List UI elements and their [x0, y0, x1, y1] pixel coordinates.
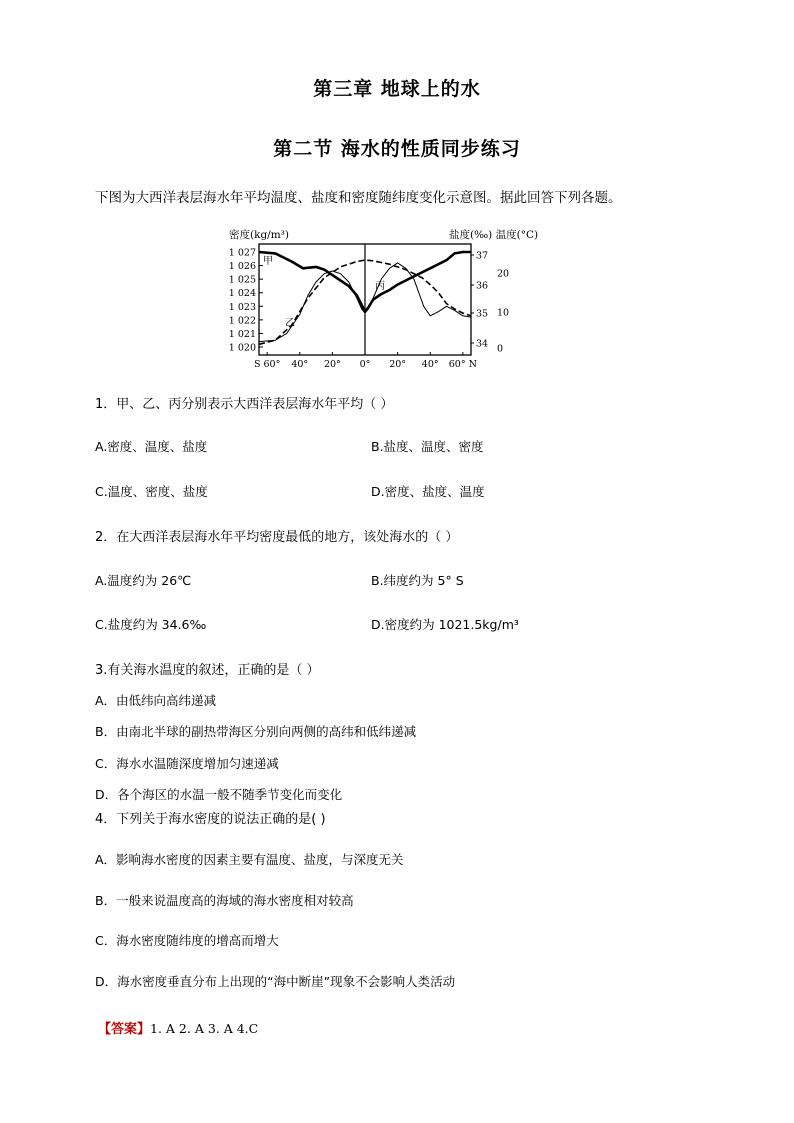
left-tick-label: 1 026: [228, 261, 256, 273]
question-2-option-c: C.盐度约为 34.6‰: [95, 617, 207, 632]
left-tick-label: 1 023: [228, 301, 256, 313]
question-4-option-d: D．海水密度垂直分布上出现的“海中断崖”现象不会影响人类活动: [95, 974, 456, 989]
x-tick-label: 20°: [323, 359, 341, 370]
answer-line: [98, 1018, 258, 1037]
left-tick-label: 1 027: [228, 247, 256, 259]
question-3-stem: 3.有关海水温度的叙述，正确的是（ ）: [95, 663, 320, 678]
question-2-option-d: D.密度约为 1021.5kg/m³: [371, 617, 519, 632]
series-label-bing: 丙: [375, 281, 385, 292]
x-tick-label: 0°: [359, 359, 371, 370]
left-tick-label: 1 022: [228, 315, 256, 327]
x-tick-label: 20°: [389, 359, 407, 370]
x-tick-label: 40°: [421, 359, 439, 370]
answer-label: 【答案】: [98, 1022, 151, 1037]
right-salinity-tick-label: 35: [476, 308, 489, 320]
right-temperature-tick-label: 20: [497, 268, 510, 280]
right-salinity-tick-label: 34: [476, 338, 489, 350]
question-4-option-a: A．影响海水密度的因素主要有温度、盐度，与深度无关: [95, 852, 404, 867]
left-axis-label: 密度(kg/m³): [229, 229, 289, 241]
right-temperature-tick-label: 10: [497, 307, 510, 319]
x-tick-label: 40°: [291, 359, 309, 370]
left-tick-label: 1 021: [228, 328, 256, 340]
left-tick-label: 1 020: [228, 342, 256, 354]
right-temperature-tick-label: 0: [497, 343, 504, 355]
question-1-option-c: C.温度、密度、盐度: [95, 484, 208, 499]
question-2-stem: 2．在大西洋表层海水年平均密度最低的地方，该处海水的（ ）: [95, 530, 459, 545]
left-tick-label: 1 025: [228, 274, 256, 286]
question-1-option-b: B.盐度、温度、密度: [371, 439, 484, 454]
left-tick-label: 1 024: [228, 288, 256, 300]
right-axis-label: 盐度(‰) 温度(°C): [449, 229, 539, 241]
question-2-option-b: B.纬度约为 5° S: [371, 573, 464, 588]
right-salinity-tick-label: 36: [476, 280, 489, 292]
latitude-chart: [215, 222, 539, 374]
question-3-option-d: D．各个海区的水温一般不随季节变化而变化: [95, 787, 343, 802]
chapter-title: 第三章 地球上的水: [313, 78, 481, 100]
question-3-option-b: B．由南北半球的副热带海区分别向两侧的高纬和低纬递减: [95, 724, 417, 739]
intro-text: 下图为大西洋表层海水年平均温度、盐度和密度随纬度变化示意图。据此回答下列各题。: [95, 190, 622, 206]
x-tick-label: 60° N: [448, 359, 477, 370]
question-1-option-d: D.密度、盐度、温度: [371, 484, 485, 499]
series-label-jia: 甲: [263, 256, 273, 267]
question-4-stem: 4．下列关于海水密度的说法正确的是( ): [95, 812, 326, 827]
x-tick-label: S 60°: [253, 359, 281, 370]
right-salinity-tick-label: 37: [476, 250, 489, 262]
question-4-option-c: C．海水密度随纬度的增高而增大: [95, 933, 279, 948]
question-2-option-a: A.温度约为 26℃: [95, 573, 192, 588]
section-title: 第二节 海水的性质同步练习: [273, 138, 521, 160]
question-1-option-a: A.密度、温度、盐度: [95, 439, 208, 454]
question-4-option-b: B．一般来说温度高的海域的海水密度相对较高: [95, 893, 354, 908]
answer-values: 1. A 2. A 3. A 4.C: [150, 1021, 259, 1036]
question-3-option-a: A．由低纬向高纬递减: [95, 693, 217, 708]
question-3-option-c: C．海水水温随深度增加匀速递减: [95, 756, 279, 771]
question-1-stem: 1．甲、乙、丙分别表示大西洋表层海水年平均（ ）: [95, 397, 394, 412]
series-label-yi: 乙: [285, 318, 295, 329]
